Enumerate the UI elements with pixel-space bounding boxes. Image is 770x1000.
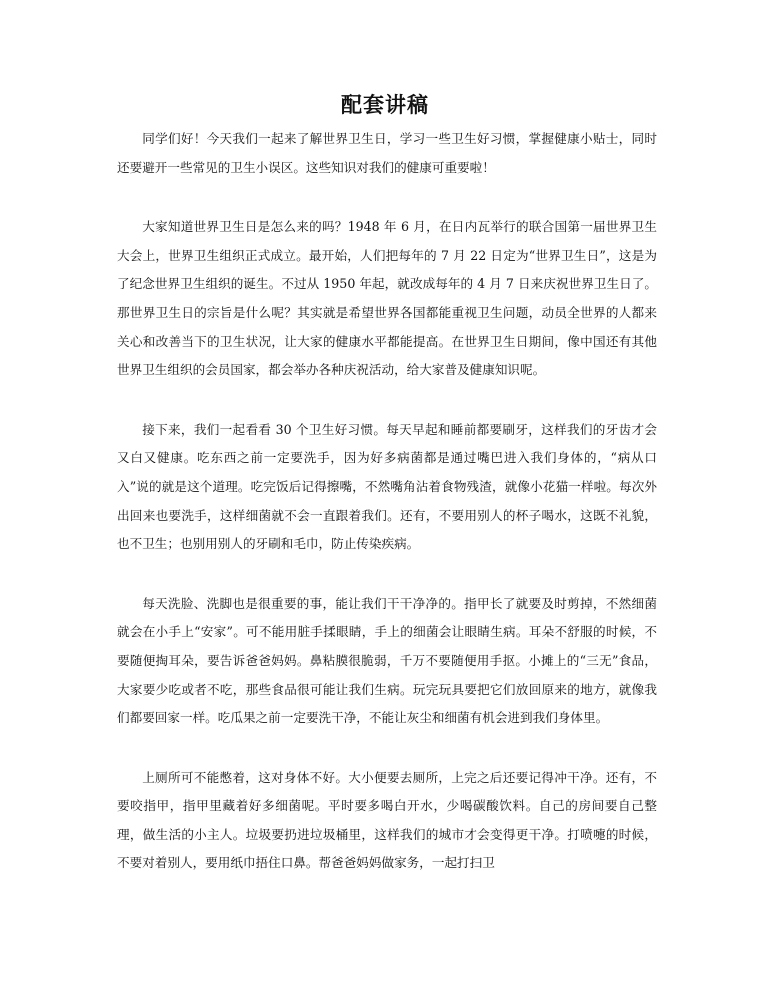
document-body xyxy=(117,125,657,878)
paragraph-intro: 同学们好！今天我们一起来了解世界卫生日，学习一些卫生好习惯，掌握健康小贴士，同时还要避开一些常见的卫生小误区。这些知识对我们的健康可重要啦！ xyxy=(117,131,657,175)
paragraph-history: 大家知道世界卫生日是怎么来的吗？1948 年 6 月，在日内瓦举行的联合国第一届世界卫生大会上，世界卫生组织正式成立。最开始，人们把每年的 7 月 22 日定为“世界卫生日”，这是为了纪念世界卫生组织的诞生。不过从 1950 年起，就改成每年的 4 月 7 日来庆祝世界卫生日了。那世界卫生日的宗旨是什么呢？其实就是希望世界各国都能重视卫生问题，动员全世界的人都来关心和改善当下的卫生状况，让大家的健康水平都能提高。在世界卫生日期间，像中国还有其他世界卫生组织的会员国家，都会举办各种庆祝活动，给大家普及健康知识呢。 xyxy=(117,219,657,378)
paragraph-habits-3: 上厕所可不能憋着，这对身体不好。大小便要去厕所，上完之后还要记得冲干净。还有，不要咬指甲，指甲里藏着好多细菌呢。平时要多喝白开水，少喝碳酸饮料。自己的房间要自己整理，做生活的小主人。垃圾要扔进垃圾桶里，这样我们的城市才会变得更干净。打喷嚏的时候，不要对着别人，要用纸巾捂住口鼻。帮爸爸妈妈做家务，一起打扫卫 xyxy=(117,769,657,871)
paragraph-habits-1: 接下来，我们一起看看 30 个卫生好习惯。每天早起和睡前都要刷牙，这样我们的牙齿才会又白又健康。吃东西之前一定要洗手，因为好多病菌都是通过嘴巴进入我们身体的，“病从口入”说的就是这个道理。吃完饭后记得擦嘴，不然嘴角沾着食物残渣，就像小花猫一样啦。每次外出回来也要洗手，这样细菌就不会一直跟着我们。还有，不要用别人的杯子喝水，这既不礼貌，也不卫生；也别用别人的牙刷和毛巾，防止传染疾病。 xyxy=(117,421,657,552)
paragraph-habits-2: 每天洗脸、洗脚也是很重要的事，能让我们干干净净的。指甲长了就要及时剪掉，不然细菌就会在小手上“安家”。可不能用脏手揉眼睛，手上的细菌会让眼睛生病。耳朵不舒服的时候，不要随便掏耳朵，要告诉爸爸妈妈。鼻粘膜很脆弱，千万不要随便用手抠。小摊上的“三无”食品，大家要少吃或者不吃，那些食品很可能让我们生病。玩完玩具要把它们放回原来的地方，就像我们都要回家一样。吃瓜果之前一定要洗干净，不能让灰尘和细菌有机会进到我们身体里。 xyxy=(117,595,657,726)
document-title: 配套讲稿 xyxy=(341,92,429,117)
